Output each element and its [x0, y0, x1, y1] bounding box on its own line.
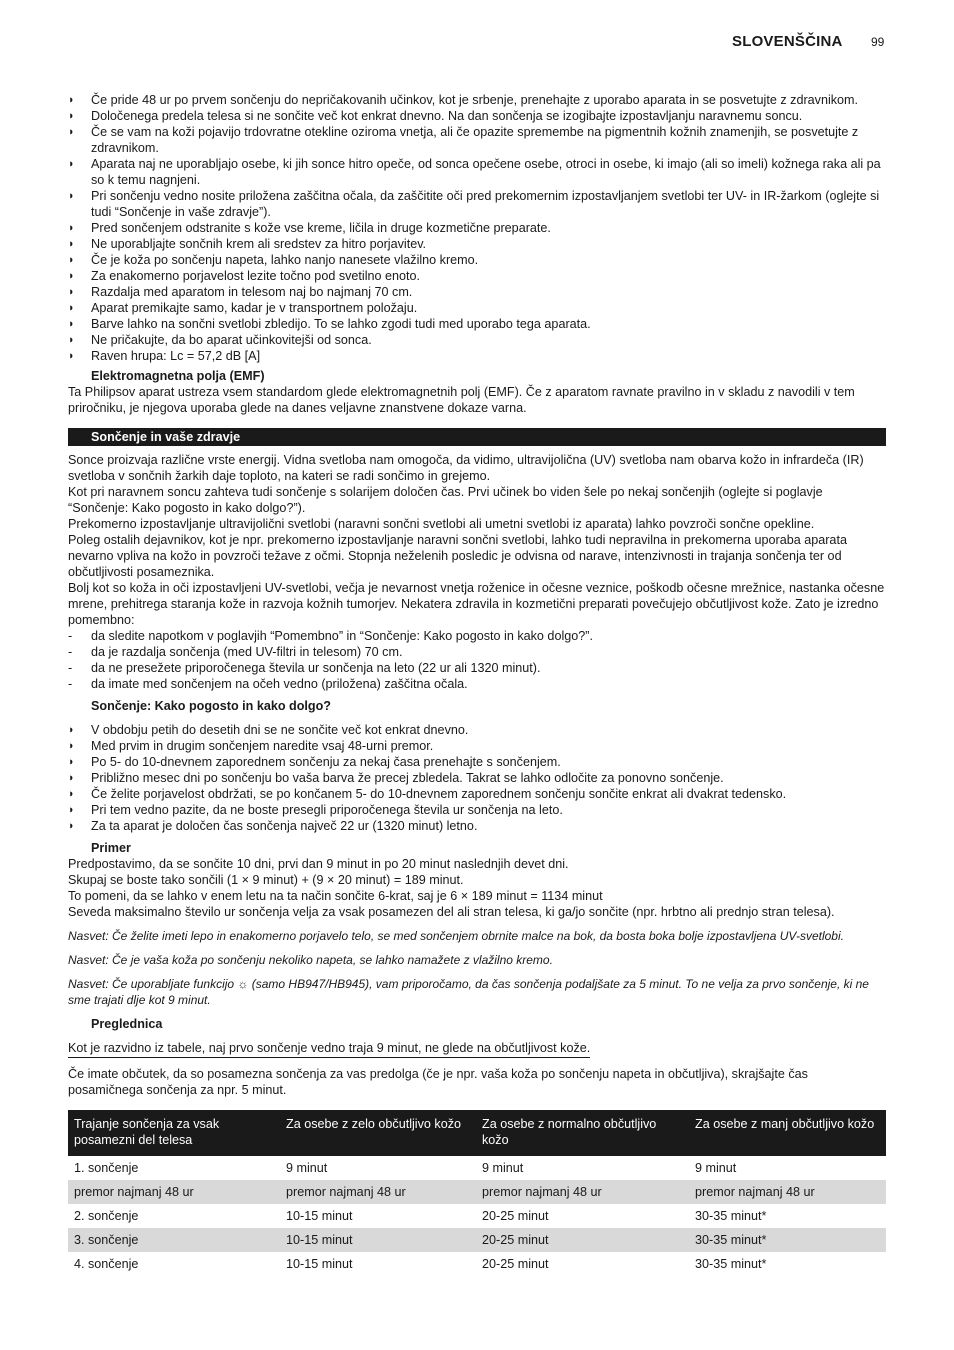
- list-item: ◗ Za ta aparat je določen čas sončenja največ 22 ur (1320 minut) letno.: [68, 819, 478, 833]
- bullet-icon: ◗: [68, 254, 75, 266]
- bullet-icon: ◗: [68, 190, 75, 202]
- section-heading-health: Sončenje in vaše zdravje: [68, 428, 886, 446]
- bullet-icon: ◗: [68, 820, 75, 832]
- list-item: ◗ V obdobju petih do desetih dni se ne sončite več kot enkrat dnevno.: [68, 723, 469, 737]
- health-dash-list: [68, 628, 886, 692]
- list-item: - da imate med sončenjem na očeh vedno (priložena) zaščitna očala.: [68, 677, 468, 691]
- bullet-icon: ◗: [68, 334, 75, 346]
- table-cell: premor najmanj 48 ur: [476, 1180, 689, 1204]
- bullet-icon: ◗: [68, 270, 75, 282]
- bullet-icon: ◗: [68, 126, 75, 138]
- page-number: 99: [871, 35, 885, 49]
- table-cell: 2. sončenje: [74, 1209, 139, 1223]
- table-cell: 30-35 minut*: [695, 1209, 767, 1223]
- list-item: ◗ Če se vam na koži pojavijo trdovratne otekline oziroma vnetja, ali če opazite spremembe na pigmentnih kožnih znamenjih, se posvetujte z zdravnikom.: [68, 125, 859, 155]
- table-cell: 10-15 minut: [286, 1257, 353, 1271]
- list-item: ◗ Pred sončenjem odstranite s kože vse kreme, ličila in druge kozmetične preparate.: [68, 221, 551, 235]
- list-item: ◗ Ne pričakujte, da bo aparat učinkovitejši od sonca.: [68, 333, 372, 347]
- list-item: ◗ Med prvim in drugim sončenjem naredite vsaj 48-urni premor.: [68, 739, 434, 753]
- table-row: [68, 1228, 886, 1252]
- bullet-icon: ◗: [68, 724, 75, 736]
- table-header-cell: Za osebe z zelo občutljivo kožo: [280, 1110, 476, 1156]
- bullet-icon: ◗: [68, 238, 75, 250]
- list-item: ◗ Aparat premikajte samo, kadar je v transportnem položaju.: [68, 301, 418, 315]
- list-item: ◗ Pri tem vedno pazite, da ne boste presegli priporočenega števila ur sončenja na leto.: [68, 803, 563, 817]
- tip-text: Nasvet: Če uporabljate funkcijo ☼ (samo HB947/HB945), vam priporočamo, da čas sončenja podaljšate za 5 minut. To ne velja za prvo sončenje, ki ne sme trajati dlje kot 9 minut.: [68, 977, 869, 1007]
- table-cell: 20-25 minut: [482, 1257, 549, 1271]
- list-item: - da je razdalja sončenja (med UV-filtri in telesom) 70 cm.: [68, 645, 403, 659]
- table-note: Če imate občutek, da so posamezna sončenja za vas predolga (če je npr. vaša koža po sončenju napeta in občutljiva), skrajšajte čas posamičnega sončenja za npr. 5 minut.: [68, 1067, 808, 1097]
- table-cell: 9 minut: [286, 1161, 328, 1175]
- list-item: ◗ Aparata naj ne uporabljajo osebe, ki jih sonce hitro opeče, od sonca opečene osebe, otroci in osebe, ki imajo (ali so imeli) kožnega raka ali pa so k temu nagnjeni.: [68, 157, 881, 187]
- bullet-icon: ◗: [68, 302, 75, 314]
- bullet-icon: ◗: [68, 740, 75, 752]
- howoften-heading: Sončenje: Kako pogosto in kako dolgo?: [91, 699, 331, 713]
- table-row: [68, 1156, 886, 1180]
- list-item: ◗ Če pride 48 ur po prvem sončenju do nepričakovanih učinkov, kot je srbenje, prenehajte z uporabo aparata in se posvetujte z zdravnikom.: [68, 93, 859, 107]
- list-item: ◗ Če želite porjavelost obdržati, se po končanem 5- do 10-dnevnem zaporednem sončenju sončite enkrat ali dvakrat tedensko.: [68, 787, 787, 801]
- page-content: [68, 92, 886, 1276]
- table-cell: 9 minut: [482, 1161, 524, 1175]
- table-header-row: [68, 1110, 886, 1156]
- table-cell: 30-35 minut*: [695, 1257, 767, 1271]
- list-item: ◗ Približno mesec dni po sončenju bo vaša barva že precej zbledela. Takrat se lahko odločite za ponovno sončenje.: [68, 771, 724, 785]
- list-item: ◗ Za enakomerno porjavelost lezite točno pod svetilno enoto.: [68, 269, 421, 283]
- table-cell: 9 minut: [695, 1161, 737, 1175]
- bullet-icon: ◗: [68, 158, 75, 170]
- list-item: ◗ Pri sončenju vedno nosite priložena zaščitna očala, da zaščitite oči pred prekomernim izpostavljanjem svetlobi ter UV- in IR-žarkom (oglejte si tudi “Sončenje in vaše zdravje”).: [68, 189, 880, 219]
- tip-text: Nasvet: Če želite imeti lepo in enakomerno porjavelo telo, se med sončenjem obrnite malce na bok, da bosta boka bolje izpostavljena UV-svetlobi.: [68, 929, 844, 943]
- health-paragraph: Kot pri naravnem soncu zahteva tudi sončenje s solarijem določen čas. Prvi učinek bo viden šele po nekaj sončenjih (oglejte si poglavje “Sončenje: Kako pogosto in kako dolgo?”).: [68, 485, 823, 515]
- tanning-table: [68, 1110, 886, 1276]
- howoften-list: [68, 722, 886, 834]
- table-header-cell: Za osebe z manj občutljivo kožo: [689, 1110, 886, 1156]
- list-item: ◗ Razdalja med aparatom in telesom naj bo najmanj 70 cm.: [68, 285, 413, 299]
- list-item: ◗ Če je koža po sončenju napeta, lahko nanjo nanesete vlažilno kremo.: [68, 253, 479, 267]
- tip-text: Nasvet: Če je vaša koža po sončenju nekoliko napeta, se lahko namažete z vlažilno kremo.: [68, 953, 553, 967]
- list-item: ◗ Raven hrupa: Lc = 57,2 dB [A]: [68, 349, 261, 363]
- table-cell: 30-35 minut*: [689, 1228, 886, 1252]
- list-item: - da ne presežete priporočenega števila ur sončenja na leto (22 ur ali 1320 minut).: [68, 661, 541, 675]
- bullet-icon: ◗: [68, 772, 75, 784]
- bullet-icon: ◗: [68, 804, 75, 816]
- bullet-icon: ◗: [68, 318, 75, 330]
- health-paragraph: Prekomerno izpostavljanje ultravijolični svetlobi (naravni sončni svetlobi ali umetni svetlobi iz aparata) lahko povzroči sončne opekline.: [68, 517, 815, 531]
- language-header: SLOVENŠČINA: [732, 33, 843, 50]
- table-cell: 1. sončenje: [74, 1161, 139, 1175]
- table-row: [68, 1252, 886, 1276]
- health-paragraph: Sonce proizvaja različne vrste energij. Vidna svetloba nam omogoča, da vidimo, ultravijolična (UV) svetloba nam obarva kožo in infrardeča (IR) svetloba v sončnih žarkih daje toploto, na kateri se radi sončimo in grejemo.: [68, 453, 864, 483]
- list-item: ◗ Ne uporabljajte sončnih krem ali sredstev za hitro porjavitev.: [68, 237, 427, 251]
- bullet-icon: ◗: [68, 756, 75, 768]
- table-header-cell: Za osebe z normalno občutljivo kožo: [476, 1110, 689, 1156]
- table-cell: 10-15 minut: [286, 1209, 353, 1223]
- list-item: ◗ Določenega predela telesa si ne sončite več kot enkrat dnevno. Na dan sončenja se izogibajte izpostavljanju naravnemu soncu.: [68, 109, 803, 123]
- table-cell: premor najmanj 48 ur: [689, 1180, 886, 1204]
- table-cell: 20-25 minut: [482, 1209, 549, 1223]
- table-intro-underlined: Kot je razvidno iz tabele, naj prvo sončenje vedno traja 9 minut, ne glede na občutljivost kože.: [68, 1040, 590, 1058]
- table-section-heading: Preglednica: [91, 1017, 163, 1031]
- table-cell: 3. sončenje: [68, 1228, 280, 1252]
- table-cell: 20-25 minut: [476, 1228, 689, 1252]
- bullet-icon: ◗: [68, 222, 75, 234]
- bullet-icon: ◗: [68, 350, 75, 362]
- table-row: [68, 1180, 886, 1204]
- bullet-icon: ◗: [68, 110, 75, 122]
- warnings-list: [68, 92, 886, 364]
- table-row: [68, 1204, 886, 1228]
- emf-heading: Elektromagnetna polja (EMF): [91, 369, 265, 383]
- health-paragraph: Bolj kot so koža in oči izpostavljeni UV-svetlobi, večja je nevarnost vnetja roženice in očesne veznice, poškodb očesne mrežnice, nastanka očesne mrene, prehitrega staranja kože in razvoja kožnih tumorjev. Nekatera zdravila in kozmetični preparati povečujejo občutljivost kože. Zato je izredno pomembno:: [68, 581, 885, 627]
- example-line: Seveda maksimalno število ur sončenja velja za vsak posamezen del ali stran telesa, ki ga/jo sončite (npr. hrbtno ali prednjo stran telesa).: [68, 905, 835, 919]
- table-cell: premor najmanj 48 ur: [68, 1180, 280, 1204]
- table-cell: premor najmanj 48 ur: [280, 1180, 476, 1204]
- list-item: - da sledite napotkom v poglavjih “Pomembno” in “Sončenje: Kako pogosto in kako dolgo?”.: [68, 629, 593, 643]
- table-header-cell: Trajanje sončenja za vsak posamezni del telesa: [68, 1110, 280, 1156]
- example-line: Skupaj se boste tako sončili (1 × 9 minut) + (9 × 20 minut) = 189 minut.: [68, 873, 464, 887]
- health-paragraph: Poleg ostalih dejavnikov, kot je npr. prekomerno izpostavljanje naravni sončni svetlobi, lahko tudi nepravilna in prekomerna uporaba aparata nevarno vpliva na kožo in povzroči težave z očmi. Stopnja neželenih posledic je odvisna od narave, intenzivnosti in trajanja sončenja ter od občutljivosti posameznika.: [68, 533, 847, 579]
- emf-text: Ta Philipsov aparat ustreza vsem standardom glede elektromagnetnih polj (EMF). Če z aparatom ravnate pravilno in v skladu z navodili v tem priročniku, je njegova uporaba glede na danes veljavne znanstvene dokaze varna.: [68, 385, 855, 415]
- bullet-icon: ◗: [68, 94, 75, 106]
- table-cell: 10-15 minut: [280, 1228, 476, 1252]
- bullet-icon: ◗: [68, 788, 75, 800]
- list-item: ◗ Barve lahko na sončni svetlobi zbledijo. To se lahko zgodi tudi med uporabo tega aparata.: [68, 317, 591, 331]
- list-item: ◗ Po 5- do 10-dnevnem zaporednem sončenju za nekaj časa prenehajte s sončenjem.: [68, 755, 561, 769]
- bullet-icon: ◗: [68, 286, 75, 298]
- example-heading: Primer: [91, 841, 131, 855]
- example-line: To pomeni, da se lahko v enem letu na ta način sončite 6-krat, saj je 6 × 189 minut = 1134 minut: [68, 889, 603, 903]
- example-line: Predpostavimo, da se sončite 10 dni, prvi dan 9 minut in po 20 minut naslednjih devet dni.: [68, 857, 569, 871]
- table-cell: 4. sončenje: [74, 1257, 139, 1271]
